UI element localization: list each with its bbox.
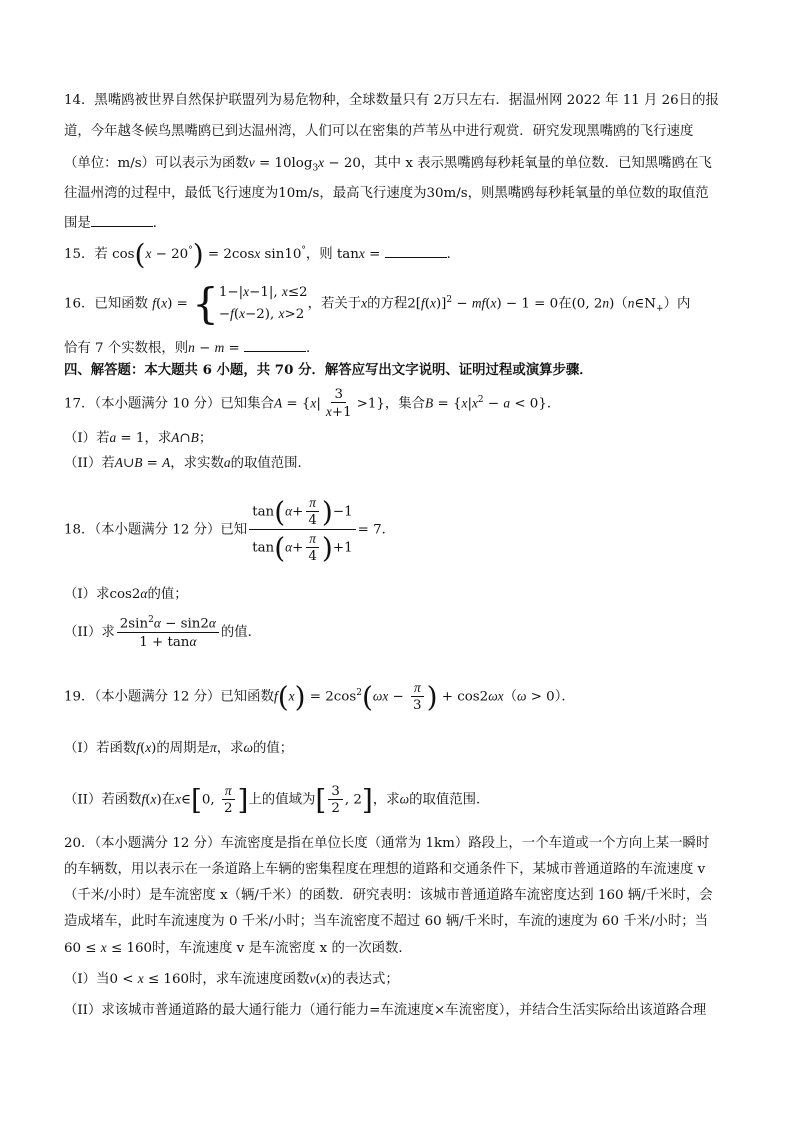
q19-text: （II）若函数: [64, 792, 142, 808]
q19-text: 的周期是: [156, 741, 210, 756]
q19-part-1: （I）若函数f(x)的周期是π，求ω的值；: [64, 740, 294, 756]
q20-line-2: 的车辆数，用以表示在一条道路上车辆的密集程度在理想的道路和交通条件下，某城市普通道路的车流速度 v: [64, 862, 706, 877]
section-heading: 四、解答题：本大题共 6 小题，共 70 分．解答应写出文字说明、证明过程或演算步骤．: [64, 362, 593, 378]
q14-line-2: 道，今年越冬候鸟黑嘴鸥已到达温州湾，人们可以在密集的芦苇丛中进行观赏．研究发现黑嘴鸥的飞行速度: [64, 124, 694, 139]
q17-text: 17．（本小题满分 10 分）已知集合: [64, 396, 274, 412]
q16-text: ）内: [663, 296, 691, 312]
q17-text: （II）若: [64, 456, 115, 471]
q18-text: （II）求: [64, 625, 115, 641]
q15-text: ，则: [305, 247, 333, 263]
q17-text: ，求: [144, 431, 172, 446]
q17-text: ，集合: [384, 396, 426, 412]
q19-text: ，求: [216, 741, 244, 756]
q17-line: 17．（本小题满分 10 分）已知集合A = {x| $\frac{3}{x+1}$ >1}，集合$B = \{x|x^2 - a < 0\}$．: [64, 387, 561, 421]
q19-text: 的值；: [252, 741, 294, 756]
q20-line-4: 造成堵车，此时车流速度为 0 千米/小时；当车流密度不超过 60 辆/千米时，车流的速度为 60 千米/小时；当: [64, 914, 709, 929]
q20-part-2: （II）求该城市普通道路的最大通行能力（通行能力=车流速度×车流密度），并结合生活实际给出该道路合理: [64, 1003, 707, 1018]
q18-line: 18．（本小题满分 12 分）已知 tan(α+ $\frac{\pi}{4}$ )−1 tan(α+ $\frac{\pi}{4}$ )+1 = 7．: [64, 495, 395, 565]
q14-line-5: 围是 ．: [64, 216, 167, 231]
q20-part-1: （I）当0 < x ≤ 160时，求车流速度函数v(x)的表达式；: [64, 971, 399, 987]
q19-text: 在: [161, 792, 176, 808]
q17-text: ，求实数: [170, 456, 224, 471]
answer-blank[interactable]: [244, 339, 306, 352]
q19-text: （I）若函数: [64, 741, 137, 756]
q16-line-1: 16．已知函数 f(x) = { 1−|x−1|, x≤2 −f(x−2), x>2 ，若关于x的方程$2[f(x)]^2 - mf(x) - 1 = 0$在(0, $2n)(n\in N_+)$内: [64, 278, 691, 328]
q14-text: ，其中 x 表示黑嘴鸥每秒耗氧量的单位数．已知黑嘴鸥在飞: [360, 156, 712, 171]
q15-line: 15．若 cos(x − 20°) = 2cosx sin10°，则 tanx = ．: [64, 238, 460, 271]
q17-text: 的取值范围．: [230, 456, 311, 471]
q20-text: 的表达式；: [331, 972, 399, 987]
q19-text: 19．（本小题满分 12 分）已知函数: [64, 689, 274, 705]
q20-line-1: 20．（本小题满分 12 分）车流密度是指在单位长度（通常为 1km）路段上，一个车道或一个方向上某一瞬时: [64, 836, 710, 851]
q14-text: 围是: [64, 216, 91, 231]
q16-line-2: 恰有 7 个实数根，则n − m = ．: [64, 340, 320, 356]
q20-line-5: 60 ≤ x ≤ 160时，车流速度 v 是车流密度 x 的一次函数．: [64, 940, 412, 956]
q16-text: 的方程: [367, 296, 408, 312]
q16-text: 恰有 7 个实数根，则: [64, 341, 189, 356]
q17-part-1: （I）若a = 1，求A∩B；: [64, 430, 213, 446]
q17-part-2: （II）若A∪B = A，求实数a的取值范围．: [64, 455, 311, 471]
q18-text: 的值；: [147, 587, 188, 602]
q18-part-2: （II）求 $\frac{2\sin^2\alpha - \sin 2\alpha}{1 + \tan\alpha}$ 的值．: [64, 615, 262, 650]
q18-text: （I）求: [64, 587, 110, 602]
answer-blank[interactable]: [91, 214, 153, 227]
q20-line-3: （千米/小时）是车流密度 x（辆/千米）的函数．研究表明：该城市普通道路车流密度达到 160 辆/千米时，会: [64, 888, 713, 903]
q20-text: 时，车流速度 v 是车流密度 x 的一次函数．: [152, 941, 412, 956]
q20-text: （I）当: [64, 972, 110, 987]
answer-blank[interactable]: [385, 245, 447, 258]
q14-line-4: 往温州湾的过程中，最低飞行速度为10m/s，最高飞行速度为30m/s，则黑嘴鸥每秒耗氧量的单位数的取值范: [64, 186, 709, 201]
q14-line-1: 14．黑嘴鸥被世界自然保护联盟列为易危物种，全球数量只有 2万只左右．据温州网 2022 年 11 月 26日的报: [64, 93, 719, 108]
q14-text: （单位：m/s）可以表示为函数: [64, 156, 249, 171]
q15-text: 15．若: [64, 247, 108, 263]
q19-part-2: （II）若函数f(x)在x∈[0, $\frac{\pi}{2}$ ]上的值域为[ $\frac{3}{2}$ , 2]，求ω的取值范围．: [64, 783, 490, 817]
q14-line-3: （单位：m/s）可以表示为函数$v = 10\log_3x - 20$，其中 x 表示黑嘴鸥每秒耗氧量的单位数．已知黑嘴鸥在飞: [64, 155, 712, 174]
q19-text: 上的值域为: [248, 792, 316, 808]
q16-text: 在: [558, 296, 572, 312]
q18-text: 的值．: [220, 625, 262, 641]
q16-text: ，若关于: [307, 296, 362, 312]
q18-part-1: （I）求cos2α的值；: [64, 586, 188, 602]
q17-text: （I）若: [64, 431, 110, 446]
q16-text: （: [614, 296, 628, 312]
q16-text: 16．已知函数: [64, 296, 148, 312]
q18-text: 18．（本小题满分 12 分）已知: [64, 522, 248, 538]
q19-line: 19．（本小题满分 12 分）已知函数$f(x) = 2\cos^2(\omega x$ − $\frac{\pi}{3}$ ) + cos2ωx（ω > 0）．: [64, 680, 575, 714]
q19-text: ，求: [372, 792, 400, 808]
q19-text: 的取值范围．: [409, 792, 490, 808]
q20-text: 时，求车流速度函数: [188, 972, 310, 987]
